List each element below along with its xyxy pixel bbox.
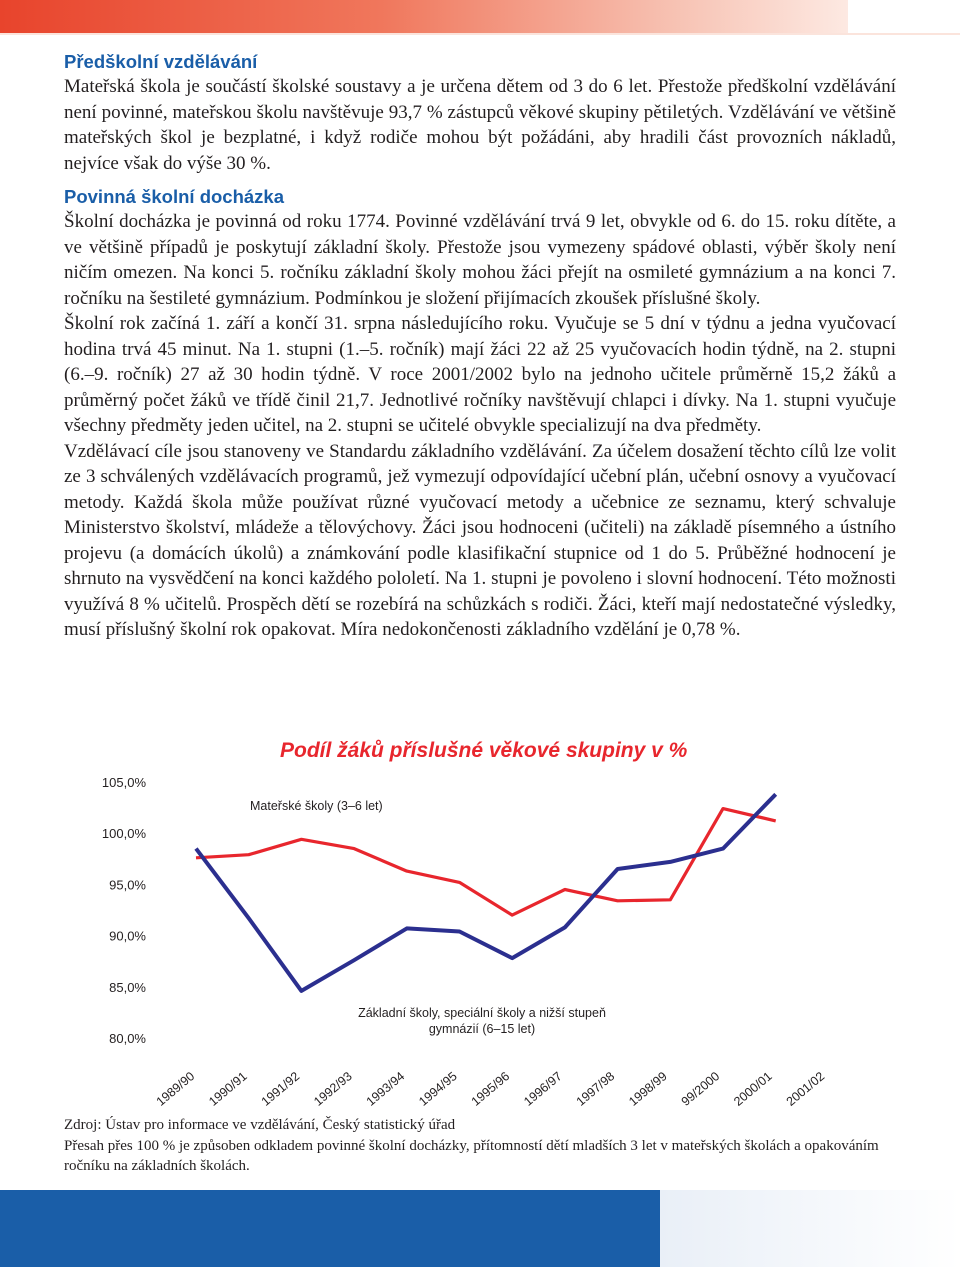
x-tick-label: 1994/95	[416, 1069, 460, 1109]
y-tick-label: 105,0%	[101, 775, 146, 790]
section-heading-preschool: Předškolní vzdělávání	[64, 51, 258, 72]
paragraph-compulsory-3: Vzdělávací cíle jsou stanoveny ve Standardu základního vzdělávání. Za účelem dosažení těchto cílů lze volit ze 3 schválených vzdělávacích programů, jež vymezují odpovídající učební plán, učební osnovy a vyučovací metody. Každá škola může používat různé vyučovací metody a učebnice ze seznamu, který schvaluje Ministerstvo školství, mládeže a tělovýchovy. Žáci jsou hodnoceni (učiteli) na základě písemného a ústního projevu (a domácích úkolů) a známkování podle klasifikační stupnice od 1 do 5. Průběžné hodnocení je shrnuto na vysvědčení na konci každého pololetí. Na 1. stupni je povoleno i slovní hodnocení. Této možnosti využívá 8 % učitelů. Prospěch dětí se rozebírá na schůzkách s rodiči. Žáci, kteří mají nedostatečné výsledky, musí příslušný školní rok opakovat. Míra nedokončenosti základního vzdělání je 0,78 %.	[64, 440, 896, 640]
y-tick-label: 100,0%	[101, 826, 146, 842]
note-line: Přesah přes 100 % je způsoben odkladem povinné školní docházky, přítomností dětí mladších 3 let v mateřských školách a opakováním ročníku na základních školách.	[64, 1137, 879, 1174]
x-tick-label: 1998/99	[626, 1069, 670, 1109]
y-tick-label: 95,0%	[109, 877, 146, 893]
y-axis-labels	[102, 775, 147, 1046]
line-chart	[0, 730, 960, 1110]
x-tick-label: 1990/91	[206, 1069, 250, 1109]
chart	[0, 730, 960, 1110]
document-body	[64, 49, 896, 643]
bottom-decorative-bar	[0, 1190, 660, 1267]
series-line-basic-schools	[196, 794, 776, 991]
x-tick-label: 2001/02	[783, 1069, 828, 1109]
x-tick-label: 99/2000	[678, 1069, 723, 1109]
legend-label-basic-schools-line1: Základní školy, speciální školy a nižší stupeň	[358, 1006, 606, 1020]
x-tick-label: 1992/93	[311, 1069, 355, 1109]
y-tick-label: 80,0%	[109, 1031, 146, 1046]
section-heading-compulsory: Povinná školní docházka	[64, 186, 285, 207]
series-line-kindergarten	[196, 809, 776, 916]
bottom-decorative-fade	[660, 1190, 960, 1267]
paragraph-compulsory-2: Školní rok začíná 1. září a končí 31. srpna následujícího roku. Vyučuje se 5 dní v týdnu a jedna vyučovací hodina trvá 45 minut. Na 1. stupni (1.–5. ročník) mají žáci 22 až 25 vyučovacích hodin týdně, na 2. stupni (6.–9. ročník) 27 až 30 hodin týdně. V roce 2001/2002 bylo na jednoho učitele průměrně 15,2 žáků a průměrný počet žáků ve třídě činil 21,7. Jednotlivé ročníky navštěvují chlapci i dívky. Na 1. stupni vyučuje všechny předměty jeden učitel, na 2. stupni se učitelé obvykle specializují na dva předměty.	[64, 313, 896, 436]
paragraph-compulsory-1: Školní docházka je povinná od roku 1774. Povinné vzdělávání trvá 9 let, obvykle od 6. do 15. roku dítěte, a ve většině případů je poskytují základní školy. Přestože jsou vymezeny spádové oblasti, výběr školy není ničím omezen. Na konci 5. ročníku základní školy mohou žáci přejít na osmileté gymnázium a na konci 7. ročníku na šestileté gymnázium. Podmínkou je složení přijímacích zkoušek příslušné školy.	[64, 211, 896, 309]
legend-label-kindergarten: Mateřské školy (3–6 let)	[250, 799, 383, 813]
x-tick-label: 2000/01	[731, 1069, 775, 1109]
x-tick-label: 1996/97	[521, 1069, 565, 1109]
x-tick-label: 1989/90	[153, 1069, 198, 1109]
y-tick-label: 90,0%	[109, 928, 146, 944]
chart-title: Podíl žáků příslušné věkové skupiny v %	[280, 739, 688, 762]
series-group	[196, 794, 776, 991]
x-tick-label: 1995/96	[468, 1069, 513, 1109]
top-decorative-bar	[0, 0, 848, 33]
x-tick-label: 1993/94	[363, 1069, 408, 1109]
x-tick-label: 1997/98	[573, 1069, 618, 1109]
y-tick-label: 85,0%	[109, 979, 146, 995]
source-line: Zdroj: Ústav pro informace ve vzdělávání, Český statistický úřad	[64, 1117, 456, 1133]
legend-label-basic-schools-line2: gymnázií (6–15 let)	[428, 1022, 536, 1036]
x-tick-label: 1991/92	[258, 1069, 303, 1109]
chart-sources	[64, 1115, 896, 1177]
x-axis-labels	[154, 1069, 828, 1109]
paragraph-preschool: Mateřská škola je součástí školské soustavy a je určena dětem od 3 do 6 let. Přestože předškolní vzdělávání není povinné, mateřskou školu navštěvuje 93,7 % zástupců věkové skupiny pětiletých. Vzdělávání ve většině mateřských škol je bezplatné, i když rodiče mohou být požádáni, aby hradili část provozních nákladů, nejvíce však do výše 30 %.	[64, 76, 896, 174]
top-decorative-line	[0, 33, 960, 35]
